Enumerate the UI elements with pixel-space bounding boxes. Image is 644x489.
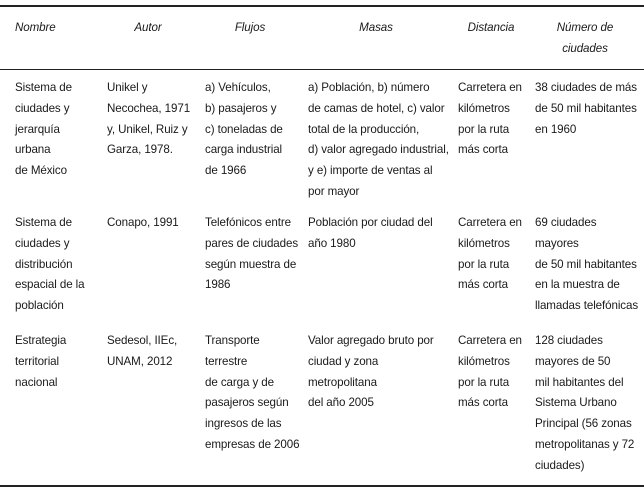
row2-flujos: Telefónicos entre pares de ciudades según muestra de 1986 <box>205 216 299 292</box>
row1-numero: 38 ciudades de más de 50 mil habitantes en 1960 <box>535 81 637 136</box>
row3-masas: Valor agregado bruto por ciudad y zona metropolitana del año 2005 <box>308 334 434 410</box>
row1-autor: Unikel y Necochea, 1971 y, Unikel, Ruiz y Garza, 1978. <box>107 81 191 157</box>
row1-nombre: Sistema de ciudades y jerarquía urbana de México <box>15 81 72 178</box>
row3-nombre: Estrategia territorial nacional <box>15 334 67 389</box>
header-autor: Autor <box>134 21 162 34</box>
row1-flujos: a) Vehículos, b) pasajeros y c) toneladas de carga industrial de 1966 <box>205 81 283 178</box>
row2-autor: Conapo, 1991 <box>107 216 179 229</box>
header-distancia: Distancia <box>467 21 515 34</box>
header-masas: Masas <box>359 21 393 34</box>
header-numero-ciudades: Número de ciudades <box>556 21 614 55</box>
row1-masas: a) Población, b) número de camas de hotel, c) valor total de la producción, d) valor agregado industrial, y e) importe de ventas al por mayor <box>308 81 449 198</box>
row3-autor: Sedesol, IIEc, UNAM, 2012 <box>107 334 178 368</box>
header-nombre: Nombre <box>15 21 56 34</box>
table-bottom-rule <box>0 485 644 487</box>
header-flujos: Flujos <box>234 21 266 34</box>
table-top-rule <box>0 5 644 7</box>
row3-numero: 128 ciudades mayores de 50 mil habitantes del Sistema Urbano Principal (56 zonas metropolitanas y 72 ciudades) <box>535 334 635 472</box>
row2-numero: 69 ciudades mayores de 50 mil habitantes en la muestra de llamadas telefónicas <box>535 216 639 313</box>
row1-distancia: Carretera en kilómetros por la ruta más corta <box>458 81 522 157</box>
row3-flujos: Transporte terrestre de carga y de pasajeros según ingresos de las empresas de 2006 <box>205 334 300 451</box>
row3-distancia: Carretera en kilómetros por la ruta más corta <box>458 334 522 410</box>
row2-masas: Población por ciudad del año 1980 <box>308 216 433 250</box>
row2-distancia: Carretera en kilómetros por la ruta más corta <box>458 216 522 292</box>
table-header-rule <box>0 69 644 70</box>
row2-nombre: Sistema de ciudades y distribución espacial de la población <box>15 216 85 313</box>
